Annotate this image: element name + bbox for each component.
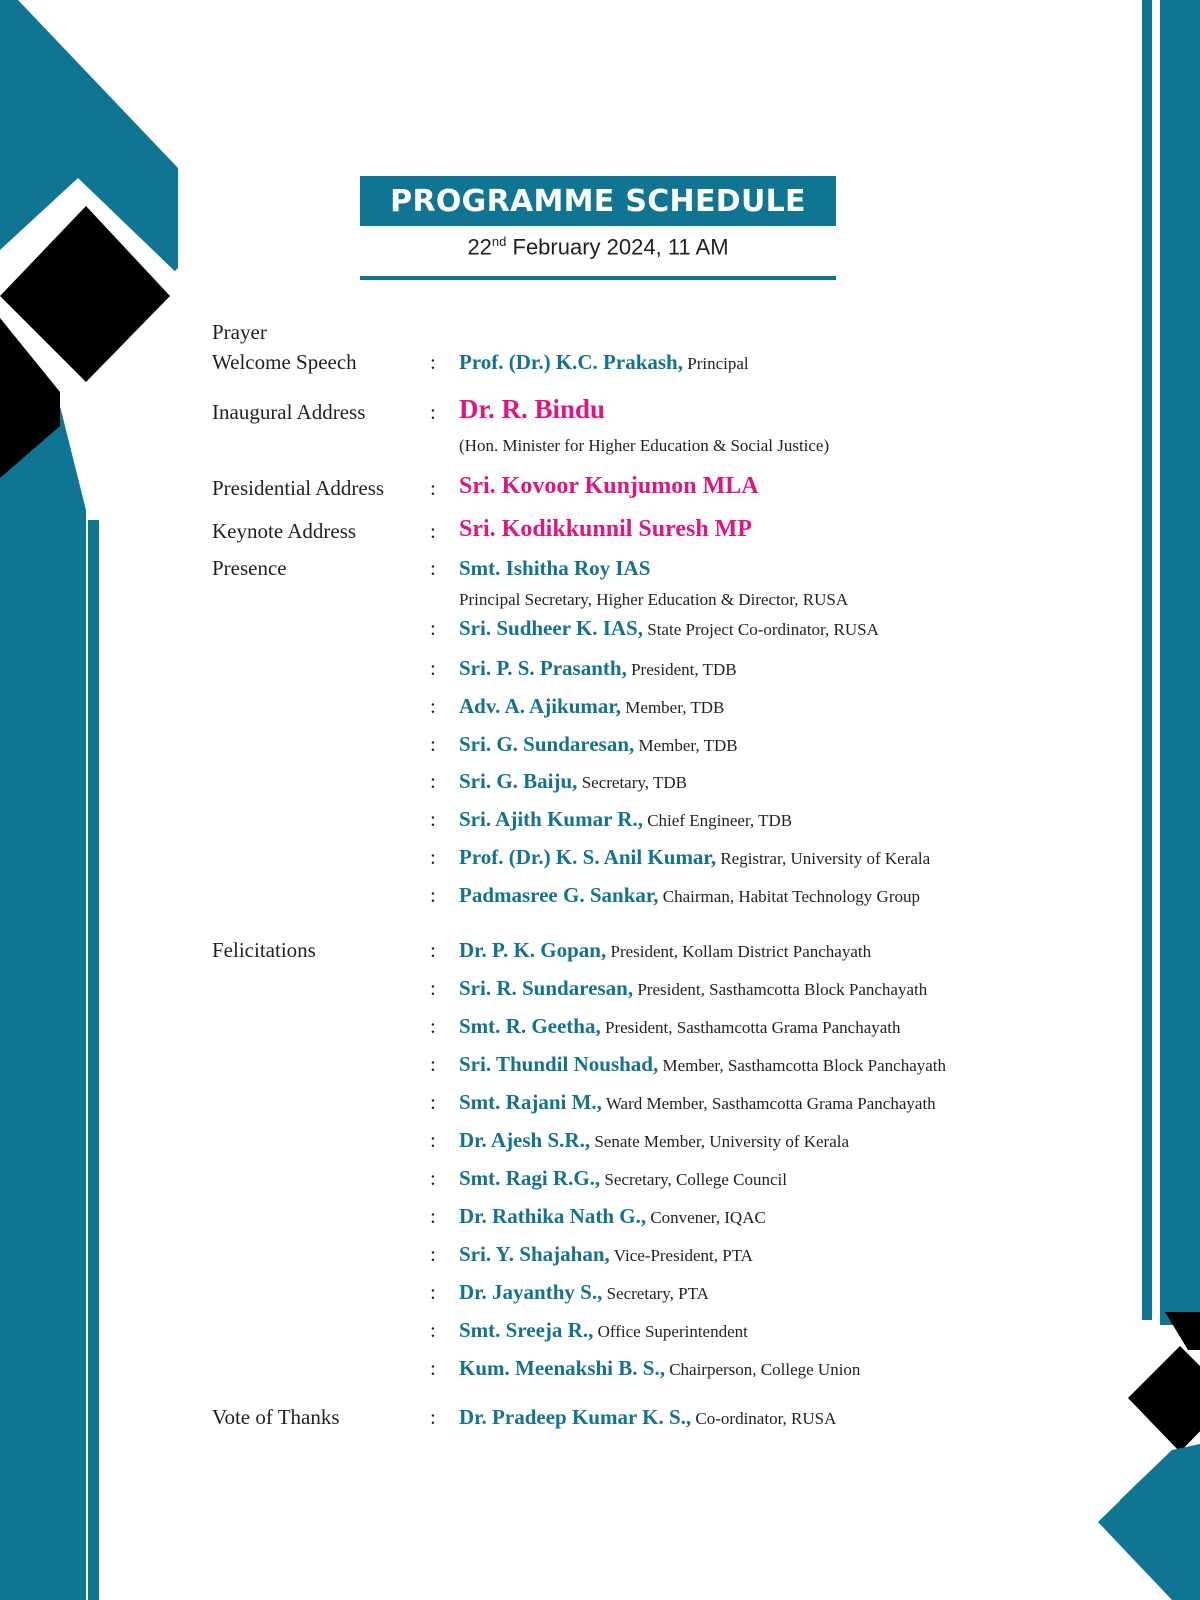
presence-entry — [459, 616, 879, 641]
presence-colon: : — [430, 845, 436, 869]
felicitation-name: Sri. R. Sundaresan, — [459, 976, 634, 1000]
felicitation-name: Kum. Meenakshi B. S., — [459, 1356, 665, 1380]
presence-row — [212, 556, 1112, 609]
prayer-label: Prayer — [212, 320, 267, 344]
felicitation-entry — [459, 1166, 787, 1191]
felicitation-entry — [459, 1204, 766, 1229]
felicitation-role: Secretary, College Council — [600, 1170, 787, 1189]
presence-row — [212, 694, 1112, 722]
felicitation-row — [212, 1204, 1112, 1232]
felicitation-colon: : — [430, 1166, 436, 1190]
presence-colon: : — [430, 769, 436, 793]
header-rule — [360, 276, 836, 280]
presence-role: Chairman, Habitat Technology Group — [658, 887, 920, 906]
right-black-bar — [1165, 1312, 1200, 1350]
presence-role: Member, TDB — [621, 698, 725, 717]
presence-entry — [459, 845, 930, 870]
presence-row — [212, 807, 1112, 835]
felicitation-row — [212, 938, 1112, 966]
felicitation-row — [212, 1166, 1112, 1194]
felicitation-row — [212, 1052, 1112, 1080]
presence-entry — [459, 769, 687, 794]
felicitation-name: Dr. Rathika Nath G., — [459, 1204, 647, 1228]
presence-role: Secretary, TDB — [577, 773, 687, 792]
presence-colon: : — [430, 807, 436, 831]
thanks-label: Vote of Thanks — [212, 1405, 340, 1429]
felicitation-entry — [459, 1090, 936, 1115]
felicitation-row — [212, 1128, 1112, 1156]
thanks-name: Dr. Pradeep Kumar K. S., — [459, 1405, 692, 1429]
presence-role: Member, TDB — [634, 736, 738, 755]
presence-name: Prof. (Dr.) K. S. Anil Kumar, — [459, 845, 717, 869]
felicitation-colon: : — [430, 1242, 436, 1266]
felicitations-label: Felicitations — [212, 938, 316, 962]
presence-entry — [459, 883, 920, 908]
felicitation-name: Sri. Thundil Noushad, — [459, 1052, 659, 1076]
thanks-entry — [459, 1405, 836, 1430]
presence-row — [212, 616, 1112, 644]
felicitation-entry — [459, 1052, 946, 1077]
thanks-row — [212, 1405, 1112, 1433]
keynote-label: Keynote Address — [212, 519, 357, 543]
felicitation-row — [212, 1356, 1112, 1384]
presence-entry — [459, 656, 737, 681]
right-black-diamond — [1128, 1346, 1200, 1452]
felicitation-entry — [459, 938, 871, 963]
date-day: 22 — [467, 234, 492, 260]
felicitation-row — [212, 1014, 1112, 1042]
thanks-role: Co-ordinator, RUSA — [691, 1409, 837, 1428]
keynote-row — [212, 516, 1112, 547]
presence-entry — [459, 556, 650, 581]
felicitation-role: Vice-President, PTA — [609, 1246, 753, 1265]
felicitation-colon: : — [430, 976, 436, 1000]
felicitation-row — [212, 1090, 1112, 1118]
felicitation-colon: : — [430, 1128, 436, 1152]
presence-row — [212, 656, 1112, 684]
felicitation-role: President, Sasthamcotta Grama Panchayath — [600, 1018, 901, 1037]
event-date — [360, 234, 836, 260]
welcome-row — [212, 350, 1112, 378]
felicitation-row — [212, 1280, 1112, 1308]
page-title: PROGRAMME SCHEDULE — [360, 176, 836, 226]
felicitation-row — [212, 976, 1112, 1004]
presence-entry — [459, 732, 738, 757]
presence-role: President, TDB — [626, 660, 737, 679]
felicitation-entry — [459, 1014, 901, 1039]
presence-name: Sri. P. S. Prasanth, — [459, 656, 627, 680]
inaugural-note: (Hon. Minister for Higher Education & Social Justice) — [459, 436, 830, 455]
felicitation-name: Smt. R. Geetha, — [459, 1014, 601, 1038]
right-thin-stripe — [1142, 0, 1152, 1320]
felicitation-role: Office Superintendent — [593, 1322, 748, 1341]
presence-role: Chief Engineer, TDB — [642, 811, 793, 830]
felicitation-colon: : — [430, 1090, 436, 1114]
felicitation-name: Smt. Rajani M., — [459, 1090, 602, 1114]
presence-name: Sri. G. Baiju, — [459, 769, 578, 793]
presence-row — [212, 845, 1112, 873]
right-wide-stripe — [1160, 0, 1200, 1325]
presence-colon: : — [430, 732, 436, 756]
keynote-name: Sri. Kodikkunnil Suresh MP — [459, 516, 752, 542]
schedule-header — [360, 176, 836, 280]
felicitation-colon: : — [430, 1014, 436, 1038]
inaugural-colon: : — [430, 400, 436, 424]
presence-colon: : — [430, 616, 436, 640]
presence-name: Sri. Ajith Kumar R., — [459, 807, 643, 831]
presence-note: Principal Secretary, Higher Education & Director, RUSA — [459, 590, 849, 609]
presence-name: Smt. Ishitha Roy IAS — [459, 556, 651, 580]
left-thin-stripe — [88, 520, 99, 1600]
presence-name: Padmasree G. Sankar, — [459, 883, 659, 907]
date-suffix: nd — [491, 234, 507, 249]
date-rest: February 2024, 11 AM — [506, 234, 729, 260]
felicitation-role: Chairperson, College Union — [664, 1360, 861, 1379]
felicitation-colon: : — [430, 1356, 436, 1380]
welcome-label: Welcome Speech — [212, 350, 357, 374]
inaugural-label: Inaugural Address — [212, 400, 366, 424]
felicitation-role: Member, Sasthamcotta Block Panchayath — [658, 1056, 947, 1075]
presence-role: State Project Co-ordinator, RUSA — [643, 620, 879, 639]
presidential-label: Presidential Address — [212, 476, 385, 500]
felicitation-role: Secretary, PTA — [602, 1284, 709, 1303]
thanks-colon: : — [430, 1405, 436, 1429]
felicitation-row — [212, 1318, 1112, 1346]
presence-name: Adv. A. Ajikumar, — [459, 694, 622, 718]
keynote-colon: : — [430, 519, 436, 543]
felicitation-entry — [459, 976, 927, 1001]
presence-colon: : — [430, 656, 436, 680]
felicitation-entry — [459, 1128, 849, 1153]
felicitation-entry — [459, 1356, 860, 1381]
felicitation-colon: : — [430, 1052, 436, 1076]
felicitation-role: Ward Member, Sasthamcotta Grama Panchayath — [601, 1094, 936, 1113]
presence-row — [212, 769, 1112, 797]
prayer-row — [212, 320, 1112, 348]
presence-entry — [459, 807, 792, 832]
inaugural-entry — [459, 394, 605, 425]
felicitation-name: Dr. Jayanthy S., — [459, 1280, 603, 1304]
presidential-name: Sri. Kovoor Kunjumon MLA — [459, 473, 759, 499]
welcome-role: Principal — [683, 354, 749, 373]
presidential-colon: : — [430, 476, 436, 500]
felicitation-row — [212, 1242, 1112, 1270]
felicitation-entry — [459, 1318, 748, 1343]
felicitation-name: Smt. Ragi R.G., — [459, 1166, 601, 1190]
felicitation-role: President, Sasthamcotta Block Panchayath — [633, 980, 928, 999]
presence-row — [212, 732, 1112, 760]
presence-entry — [459, 694, 724, 719]
inaugural-row — [212, 394, 1112, 455]
presidential-row — [212, 473, 1112, 504]
felicitation-role: President, Kollam District Panchayath — [606, 942, 872, 961]
felicitation-role: Senate Member, University of Kerala — [590, 1132, 850, 1151]
presence-role: Registrar, University of Kerala — [716, 849, 931, 868]
presidential-entry — [459, 473, 759, 500]
presence-row — [212, 883, 1112, 911]
welcome-entry — [459, 350, 749, 375]
felicitation-name: Dr. Ajesh S.R., — [459, 1128, 591, 1152]
presence-colon: : — [430, 883, 436, 907]
felicitation-entry — [459, 1242, 753, 1267]
presence-colon: : — [430, 694, 436, 718]
welcome-colon: : — [430, 350, 436, 374]
felicitation-colon: : — [430, 938, 436, 962]
felicitation-colon: : — [430, 1318, 436, 1342]
presence-colon: : — [430, 556, 436, 580]
presence-name: Sri. Sudheer K. IAS, — [459, 616, 643, 640]
felicitation-entry — [459, 1280, 709, 1305]
felicitation-colon: : — [430, 1204, 436, 1228]
felicitation-name: Dr. P. K. Gopan, — [459, 938, 607, 962]
felicitation-colon: : — [430, 1280, 436, 1304]
keynote-entry — [459, 516, 752, 543]
inaugural-name: Dr. R. Bindu — [459, 394, 606, 424]
felicitation-name: Sri. Y. Shajahan, — [459, 1242, 610, 1266]
felicitation-name: Smt. Sreeja R., — [459, 1318, 594, 1342]
presence-name: Sri. G. Sundaresan, — [459, 732, 635, 756]
felicitation-role: Convener, IQAC — [646, 1208, 766, 1227]
presence-label: Presence — [212, 556, 287, 580]
welcome-name: Prof. (Dr.) K.C. Prakash, — [459, 350, 683, 374]
